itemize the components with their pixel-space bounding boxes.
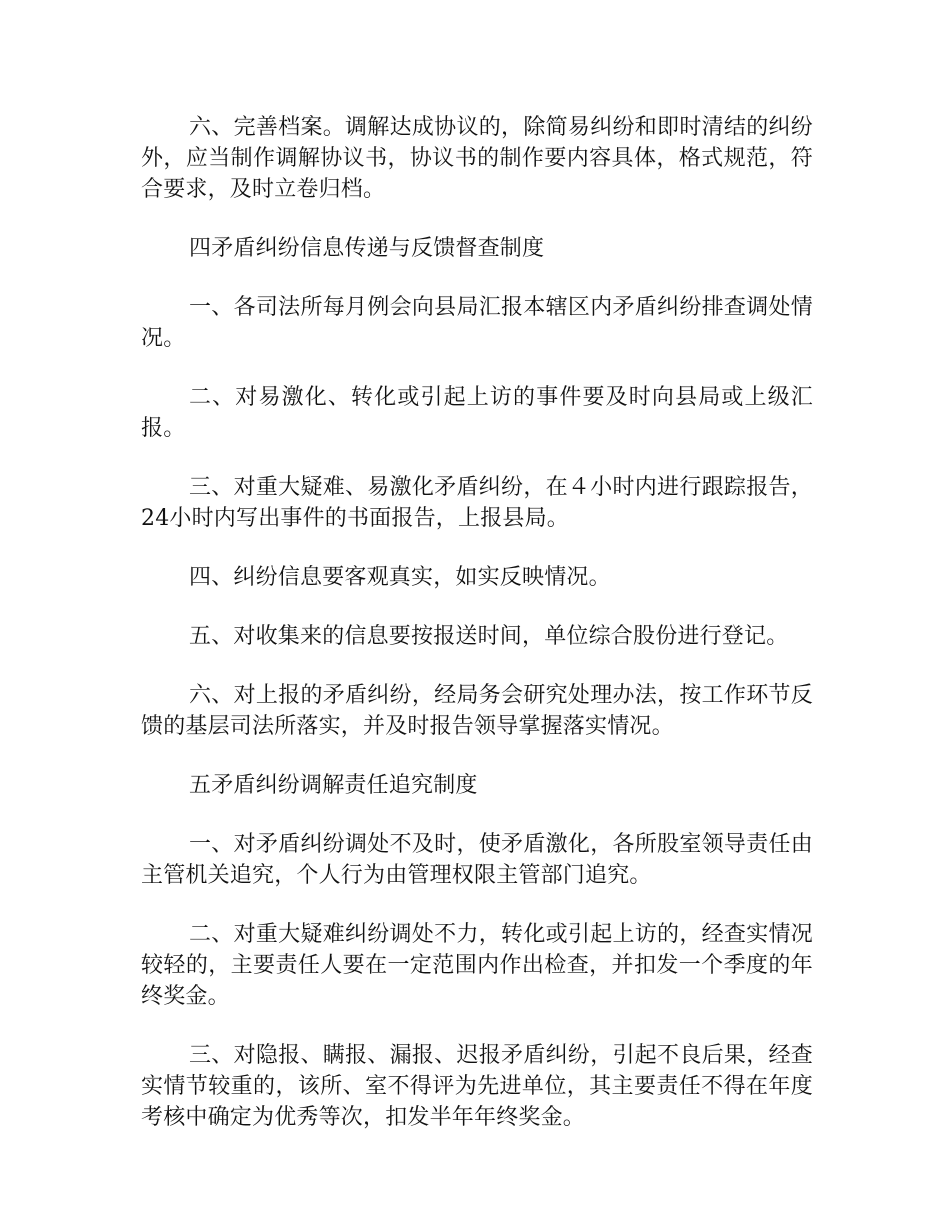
paragraph-tracking-report: 三、对重大疑难、易激化矛盾纠纷，在４小时内进行跟踪报告，24小时内写出事件的书面报告，上报县局。 (141, 475, 813, 531)
paragraph-concealed-reports: 三、对隐报、瞒报、漏报、迟报矛盾纠纷，引起不良后果，经查实情节较重的，该所、室不得评为先进单位，其主要责任不得在年度考核中确定为优秀等次，扣发半年年终奖金。 (141, 1043, 813, 1130)
document-page (141, 112, 813, 1161)
paragraph-registration: 五、对收集来的信息要按报送时间，单位综合股份进行登记。 (189, 624, 789, 649)
paragraph-untimely-handling: 一、对矛盾纠纷调处不及时，使矛盾激化，各所股室领导责任由主管机关追究，个人行为由管理权限主管部门追究。 (141, 832, 813, 888)
paragraph-feedback-implementation: 六、对上报的矛盾纠纷，经局务会研究处理办法，按工作环节反馈的基层司法所落实，并及时报告领导掌握落实情况。 (141, 683, 813, 739)
section-heading-info-feedback: 四矛盾纠纷信息传递与反馈督查制度 (189, 236, 545, 261)
paragraph-monthly-report: 一、各司法所每月例会向县局汇报本辖区内矛盾纠纷排查调处情况。 (141, 295, 813, 351)
paragraph-objective-info: 四、纠纷信息要客观真实，如实反映情况。 (189, 565, 611, 590)
paragraph-escalation-report: 二、对易激化、转化或引起上访的事件要及时向县局或上级汇报。 (141, 385, 813, 441)
paragraph-archive-improvement: 六、完善档案。调解达成协议的，除简易纠纷和即时清结的纠纷外，应当制作调解协议书，协议书的制作要内容具体，格式规范，符合要求，及时立卷归档。 (141, 115, 813, 202)
paragraph-ineffective-handling: 二、对重大疑难纠纷调处不力，转化或引起上访的，经查实情况较轻的，主要责任人要在一定范围内作出检查，并扣发一个季度的年终奖金。 (141, 922, 813, 1009)
section-heading-accountability: 五矛盾纠纷调解责任追究制度 (189, 773, 478, 798)
